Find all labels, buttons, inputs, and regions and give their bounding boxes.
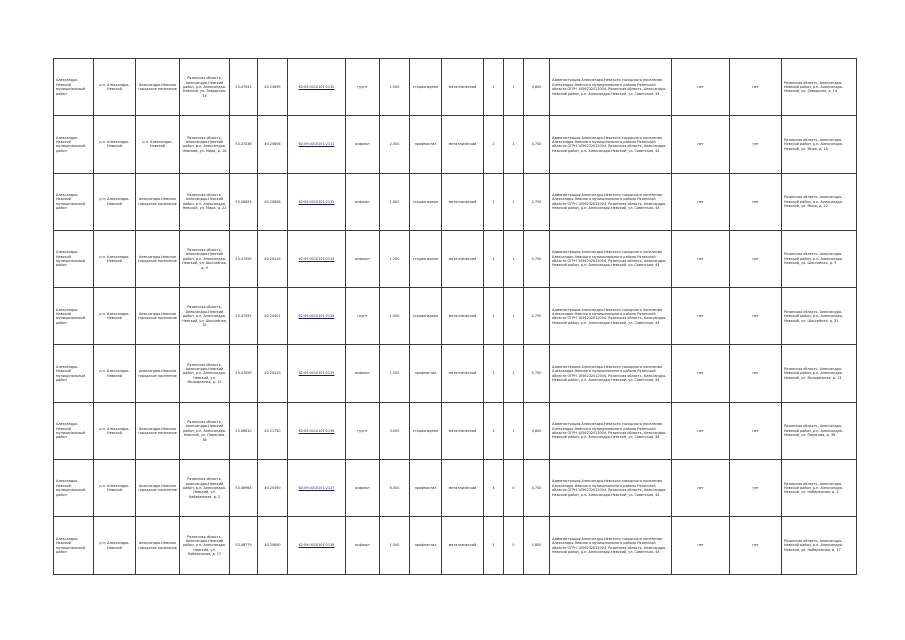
cell-cover: стационарное bbox=[410, 173, 442, 230]
cell-surface: грунт bbox=[346, 402, 380, 459]
cell-shared: нет bbox=[730, 345, 782, 402]
table-row bbox=[54, 116, 857, 173]
cell-purpose: металлический bbox=[442, 517, 484, 574]
cell-shared: нет bbox=[730, 230, 782, 287]
waste-sites-register-table bbox=[53, 58, 857, 575]
cell-cover: стационарное bbox=[410, 230, 442, 287]
cell-cover: стационарное bbox=[410, 402, 442, 459]
cell-count: 1 bbox=[504, 345, 524, 402]
cell-containers: 1 bbox=[484, 230, 504, 287]
cell-volume: 0,750 bbox=[524, 345, 550, 402]
cell-address: Рязанская область, Александро-Невский район, р.п. Александро-Невский, ул. Мира, д. 1А bbox=[180, 116, 230, 173]
cell-settlement: р.п. Александро-Невский bbox=[94, 173, 136, 230]
cell-lon: 40.20419 bbox=[258, 345, 288, 402]
cell-lat: 53.47099 bbox=[230, 230, 258, 287]
cell-cadastral[interactable]: 62:09:0010101:2138 bbox=[288, 517, 346, 574]
cell-lon: 40.21750 bbox=[258, 402, 288, 459]
cell-purpose: металлический bbox=[442, 59, 484, 116]
cell-owner: Администрация Александро-Невского городского поселения Александро-Невского муниципального района Рязанской области ОГРН 1056232012004, Рязанская область, Александро-Невский район, р.п. Александро-Невский, ул. Советская, 44 bbox=[550, 230, 672, 287]
cell-containers: 3 bbox=[484, 402, 504, 459]
cell-surface: асфальт bbox=[346, 517, 380, 574]
cell-cover: стационарное bbox=[410, 59, 442, 116]
cell-volume: 0,750 bbox=[524, 460, 550, 517]
cell-purpose: металлический bbox=[442, 460, 484, 517]
cell-settlement-type: Александро-Невское городское поселение bbox=[136, 402, 180, 459]
cell-settlement: р.п. Александро-Невский bbox=[94, 116, 136, 173]
cell-purpose: металлический bbox=[442, 402, 484, 459]
cell-cover: стационарное bbox=[410, 288, 442, 345]
table-row bbox=[54, 460, 857, 517]
cell-area: 6.000 bbox=[380, 460, 410, 517]
table-row bbox=[54, 59, 857, 116]
cell-separate: нет bbox=[672, 230, 730, 287]
cell-district: Александро-Невский муниципальный район bbox=[54, 59, 94, 116]
cell-area: 1.600 bbox=[380, 173, 410, 230]
cell-district: Александро-Невский муниципальный район bbox=[54, 517, 94, 574]
cell-sources: Рязанская область, Александро-Невский район, р.п. Александро-Невский, ул. Мира, д. 22 bbox=[782, 173, 857, 230]
cell-cover: профнастил bbox=[410, 517, 442, 574]
cell-address: Рязанская область, Александро-Невский район, р.п. Александро-Невский, ул. Набережная, д. 2 bbox=[180, 460, 230, 517]
cell-cadastral[interactable]: 62:09:0010101:2133 bbox=[288, 230, 346, 287]
cell-lat: 53.48964 bbox=[230, 460, 258, 517]
cell-area: 1.500 bbox=[380, 59, 410, 116]
cell-owner: Администрация Александро-Невского городского поселения Александро-Невского муниципального района Рязанской области ОГРН 1056232012004, Рязанская область, Александро-Невский район, р.п. Александро-Невский, ул. Советская, 44 bbox=[550, 288, 672, 345]
cell-surface: асфальт bbox=[346, 345, 380, 402]
cell-separate: нет bbox=[672, 288, 730, 345]
cell-sources: Рязанская область, Александро-Невский район, р.п. Александро-Невский, ул. Шоссейная, д. 32 bbox=[782, 288, 857, 345]
cell-volume: 0,800 bbox=[524, 402, 550, 459]
cell-owner: Администрация Александро-Невского городского поселения Александро-Невского муниципального района Рязанской области ОГРН 1056232012004, Рязанская область, Александро-Невский район, р.п. Александро-Невский, ул. Советская, 44 bbox=[550, 402, 672, 459]
cell-purpose: металлический bbox=[442, 288, 484, 345]
cell-cadastral[interactable]: 62:09:0010101:2137 bbox=[288, 460, 346, 517]
cell-surface: асфальт bbox=[346, 116, 380, 173]
cell-sources: Рязанская область, Александро-Невский район, р.п. Александро-Невский, ул. Пирогова, д. 36 bbox=[782, 402, 857, 459]
cell-purpose: металлический bbox=[442, 230, 484, 287]
table-row bbox=[54, 288, 857, 345]
cell-surface: грунт bbox=[346, 288, 380, 345]
table-row bbox=[54, 402, 857, 459]
cell-lon: 40.20856 bbox=[258, 116, 288, 173]
cell-settlement: р.п. Александро-Невский bbox=[94, 345, 136, 402]
cell-lat: 53.47095 bbox=[230, 288, 258, 345]
table-row bbox=[54, 230, 857, 287]
cell-separate: нет bbox=[672, 345, 730, 402]
cell-district: Александро-Невский муниципальный район bbox=[54, 173, 94, 230]
cell-containers: 1 bbox=[484, 345, 504, 402]
cell-volume: 0,750 bbox=[524, 173, 550, 230]
cell-purpose: металлический bbox=[442, 173, 484, 230]
cell-containers: 2 bbox=[484, 116, 504, 173]
cell-area: 1.200 bbox=[380, 230, 410, 287]
cell-address: Рязанская область, Александро-Невский район, р.п. Александро-Невский, ул. Заводская, 14 bbox=[180, 59, 230, 116]
cell-separate: нет bbox=[672, 116, 730, 173]
cell-address: Рязанская область, Александро-Невский район, р.п. Александро-Невский, ул. Шоссейная, 32 bbox=[180, 288, 230, 345]
cell-cadastral[interactable]: 62:09:0010101:2130 bbox=[288, 59, 346, 116]
cell-count: 1 bbox=[504, 173, 524, 230]
cell-area: 3.000 bbox=[380, 402, 410, 459]
cell-address: Рязанская область, Александро-Невский район, р.п. Александро-Невский, ул. Пирогова, 36 bbox=[180, 402, 230, 459]
cell-sources: Рязанская область, Александро-Невский район, р.п. Александро-Невский, ул. Заводская, д. 14 bbox=[782, 59, 857, 116]
table-row bbox=[54, 173, 857, 230]
cell-shared: нет bbox=[730, 288, 782, 345]
cell-surface: асфальт bbox=[346, 230, 380, 287]
cell-purpose: металлический bbox=[442, 345, 484, 402]
cell-settlement-type: Александро-Невское городское поселение bbox=[136, 59, 180, 116]
cell-count: 1 bbox=[504, 288, 524, 345]
cell-settlement: р.п. Александро-Невский bbox=[94, 288, 136, 345]
cell-owner: Администрация Александро-Невского городского поселения Александро-Невского муниципального района Рязанской области ОГРН 1056232012004, Рязанская область, Александро-Невский район, р.п. Александро-Невский, ул. Советская, 44 bbox=[550, 460, 672, 517]
cell-settlement: р.п. Александро-Невский bbox=[94, 230, 136, 287]
cell-area: 1.500 bbox=[380, 345, 410, 402]
cell-separate: нет bbox=[672, 59, 730, 116]
cell-separate: нет bbox=[672, 517, 730, 574]
cell-settlement-type: р.п. Александро-Невский bbox=[136, 116, 180, 173]
cell-settlement-type: Александро-Невское городское поселение bbox=[136, 460, 180, 517]
cell-district: Александро-Невский муниципальный район bbox=[54, 345, 94, 402]
cell-area: 1.500 bbox=[380, 288, 410, 345]
cell-volume: 0,750 bbox=[524, 288, 550, 345]
cell-sources: Рязанская область, Александро-Невский район, р.п. Александро-Невский, ул. Мира, д. 1А bbox=[782, 116, 857, 173]
cell-cadastral[interactable]: 62:09:0010101:2131 bbox=[288, 116, 346, 173]
cell-address: Рязанская область, Александро-Невский район, р.п. Александро-Невский, ул. Мира, д. 22 bbox=[180, 173, 230, 230]
cell-address: Рязанская область, Александро-Невский район, р.п. Александро-Невский, ул. Шоссейная, д. 9 bbox=[180, 230, 230, 287]
cell-lon: 40.20490 bbox=[258, 460, 288, 517]
cell-settlement-type: Александро-Невское городское поселение bbox=[136, 230, 180, 287]
cell-shared: нет bbox=[730, 173, 782, 230]
cell-address: Рязанская область, Александро-Невский район, р.п. Александро-Невский, ул. Молодёжная, д. 13 bbox=[180, 345, 230, 402]
cell-volume: 0,800 bbox=[524, 59, 550, 116]
cell-district: Александро-Невский муниципальный район bbox=[54, 402, 94, 459]
table-row bbox=[54, 345, 857, 402]
cell-surface: грунт bbox=[346, 59, 380, 116]
cell-lon: 40.20890 bbox=[258, 517, 288, 574]
cell-lat: 53.46893 bbox=[230, 173, 258, 230]
cell-separate: нет bbox=[672, 173, 730, 230]
cell-district: Александро-Невский муниципальный район bbox=[54, 460, 94, 517]
cell-cover: профнастил bbox=[410, 460, 442, 517]
cell-cadastral[interactable]: 62:09:0010101:2136 bbox=[288, 402, 346, 459]
cell-settlement-type: Александро-Невское городское поселение bbox=[136, 517, 180, 574]
cell-cadastral[interactable]: 62:09:0010101:2134 bbox=[288, 288, 346, 345]
cell-cadastral[interactable]: 62:09:0010101:2132 bbox=[288, 173, 346, 230]
cell-count: 1 bbox=[504, 230, 524, 287]
cell-settlement: р.п. Александро-Невский bbox=[94, 402, 136, 459]
cell-owner: Администрация Александро-Невского городского поселения Александро-Невского муниципального района Рязанской области ОГРН 1056232012004, Рязанская область, Александро-Невский район, р.п. Александро-Невский, ул. Советская, 44 bbox=[550, 173, 672, 230]
cell-containers: 4 bbox=[484, 460, 504, 517]
cell-area: 1.500 bbox=[380, 517, 410, 574]
cell-count: 1 bbox=[504, 59, 524, 116]
cell-containers: 1 bbox=[484, 517, 504, 574]
cell-surface: асфальт bbox=[346, 173, 380, 230]
cell-sources: Рязанская область, Александро-Невский район, р.п. Александро-Невский, ул. Набережная, д. 17 bbox=[782, 517, 857, 574]
cell-cover: профнастил bbox=[410, 116, 442, 173]
cell-lat: 53.47099 bbox=[230, 345, 258, 402]
cell-shared: нет bbox=[730, 59, 782, 116]
cell-lat: 53.48779 bbox=[230, 517, 258, 574]
cell-separate: нет bbox=[672, 402, 730, 459]
cell-count: 1 bbox=[504, 116, 524, 173]
cell-cover: профнастил bbox=[410, 345, 442, 402]
cell-lat: 53.47043 bbox=[230, 59, 258, 116]
table-row bbox=[54, 517, 857, 574]
cell-owner: Администрация Александро-Невского городского поселения Александро-Невского муниципального района Рязанской области ОГРН 1056232012004, Рязанская область, Александро-Невский район, р.п. Александро-Невский, ул. Советская, 44 bbox=[550, 59, 672, 116]
cell-count: 0 bbox=[504, 517, 524, 574]
cell-sources: Рязанская область, Александро-Невский район, р.п. Александро-Невский, ул. Шоссейная, д. 9 bbox=[782, 230, 857, 287]
cell-shared: нет bbox=[730, 402, 782, 459]
cell-count: 0 bbox=[504, 460, 524, 517]
cell-district: Александро-Невский муниципальный район bbox=[54, 116, 94, 173]
cell-purpose: металлический bbox=[442, 116, 484, 173]
cell-settlement-type: Александро-Невское городское поселение bbox=[136, 345, 180, 402]
cell-address: Рязанская область, Александро-Невский район, р.п. Александро-Невский, ул. Набережная, д. 17 bbox=[180, 517, 230, 574]
cell-lon: 40.23699 bbox=[258, 59, 288, 116]
cell-sources: Рязанская область, Александро-Невский район, р.п. Александро-Невский, ул. Набережная, д. 2 bbox=[782, 460, 857, 517]
cell-settlement: р.п. Александро-Невский bbox=[94, 517, 136, 574]
cell-volume: 0,750 bbox=[524, 230, 550, 287]
cell-containers: 1 bbox=[484, 59, 504, 116]
cell-containers: 1 bbox=[484, 288, 504, 345]
cell-settlement-type: Александро-Невское городское поселение bbox=[136, 288, 180, 345]
cell-sources: Рязанская область, Александро-Невский район, р.п. Александро-Невский, ул. Молодёжная, д. 13 bbox=[782, 345, 857, 402]
cell-area: 2.000 bbox=[380, 116, 410, 173]
cell-surface: асфальт bbox=[346, 460, 380, 517]
cell-shared: нет bbox=[730, 116, 782, 173]
cell-lon: 40.20419 bbox=[258, 230, 288, 287]
cell-containers: 1 bbox=[484, 173, 504, 230]
cell-volume: 0,750 bbox=[524, 116, 550, 173]
cell-lat: 53.47038 bbox=[230, 116, 258, 173]
cell-shared: нет bbox=[730, 460, 782, 517]
cell-separate: нет bbox=[672, 460, 730, 517]
register-table-body bbox=[54, 59, 857, 575]
cell-settlement-type: Александро-Невское городское поселение bbox=[136, 173, 180, 230]
cell-volume: 0,800 bbox=[524, 517, 550, 574]
cell-owner: Администрация Александро-Невского городского поселения Александро-Невского муниципального района Рязанской области ОГРН 1056232012004, Рязанская область, Александро-Невский район, р.п. Александро-Невский, ул. Советская, 44 bbox=[550, 345, 672, 402]
cell-count: 1 bbox=[504, 402, 524, 459]
cell-district: Александро-Невский муниципальный район bbox=[54, 288, 94, 345]
cell-cadastral[interactable]: 62:09:0010101:2135 bbox=[288, 345, 346, 402]
cell-lon: 40.20401 bbox=[258, 288, 288, 345]
cell-owner: Администрация Александро-Невского городского поселения Александро-Невского муниципального района Рязанской области ОГРН 1056232012004, Рязанская область, Александро-Невский район, р.п. Александро-Невский, ул. Советская, 44 bbox=[550, 517, 672, 574]
cell-settlement: р.п. Александро-Невский bbox=[94, 460, 136, 517]
cell-shared: нет bbox=[730, 517, 782, 574]
cell-lat: 53.46810 bbox=[230, 402, 258, 459]
cell-district: Александро-Невский муниципальный район bbox=[54, 230, 94, 287]
cell-lon: 40.20856 bbox=[258, 173, 288, 230]
cell-settlement: р.п. Александро-Невский bbox=[94, 59, 136, 116]
cell-owner: Администрация Александро-Невского городского поселения Александро-Невского муниципального района Рязанской области ОГРН 1056232012004, Рязанская область, Александро-Невский район, р.п. Александро-Невский, ул. Советская, 44 bbox=[550, 116, 672, 173]
